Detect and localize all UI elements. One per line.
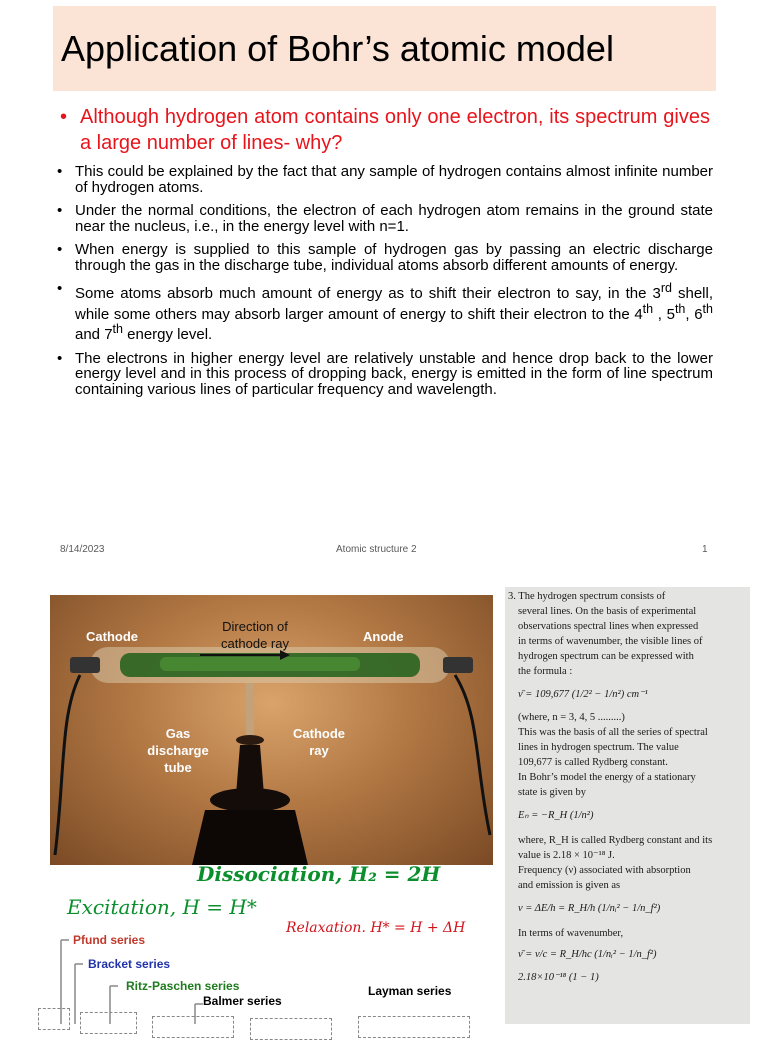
scan-line: and emission is given as <box>518 880 621 891</box>
dashed-box <box>152 1016 234 1038</box>
direction-label: Direction of cathode ray <box>221 619 289 651</box>
question-text: Although hydrogen atom contains only one electron, its spectrum gives a large number of lines- why? <box>80 106 710 154</box>
scan-line: This was the basis of all the series of spectral <box>518 727 708 738</box>
scan-line: observations spectral lines when expressed <box>518 621 699 632</box>
footer-center: Atomic structure 2 <box>336 544 417 555</box>
balmer-series-label: Balmer series <box>203 994 282 1008</box>
rydberg-formula: ν̄ = 109,677 (1/2² − 1/n²) cm⁻¹ <box>518 689 648 700</box>
scan-line: state is given by <box>518 787 586 798</box>
dashed-box <box>38 1008 70 1030</box>
anode-label: Anode <box>363 629 404 644</box>
scan-line: several lines. On the basis of experimental <box>518 606 697 617</box>
footer-date: 8/14/2023 <box>60 544 105 555</box>
pfund-series-label: Pfund series <box>73 933 146 947</box>
bullet-item: • This could be explained by the fact that any sample of hydrogen contains almost infinite number of hydrogen atoms. <box>57 163 713 196</box>
title-bar <box>53 6 716 91</box>
dashed-box <box>80 1012 137 1034</box>
scan-line: where, R_H is called Rydberg constant and its <box>518 835 713 846</box>
frequency-formula: ν = ΔE/h = R_H/h (1/nᵢ² − 1/n_f²) <box>518 903 661 914</box>
dashed-box <box>250 1018 332 1040</box>
excitation-equation: Excitation, H = H* <box>67 895 257 919</box>
scan-line: in terms of wavenumber, the visible lines of <box>518 636 703 647</box>
dashed-box <box>358 1016 470 1038</box>
scan-line: 109,677 is called Rydberg constant. <box>518 757 668 768</box>
scan-line: hydrogen spectrum can be expressed with <box>518 651 694 662</box>
scan-line: lines in hydrogen spectrum. The value <box>518 742 679 753</box>
scan-line: value is 2.18 × 10⁻¹⁸ J. <box>518 850 615 861</box>
layman-series-label: Layman series <box>368 984 452 998</box>
scan-line: Frequency (ν) associated with absorption <box>518 865 691 876</box>
scan-line: 3. The hydrogen spectrum consists of <box>508 591 666 602</box>
slide-title: Application of Bohr’s atomic model <box>61 28 614 69</box>
dissociation-equation: Dissociation, H₂ = 2H <box>197 862 441 886</box>
scan-line: (where, n = 3, 4, 5 .........) <box>518 712 625 723</box>
energy-formula: Eₙ = −R_H (1/n²) <box>518 810 594 821</box>
bullet-item: • The electrons in higher energy level are relatively unstable and hence drop back to the lower energy level and in this process of dropping back, energy is emitted in the form of line spectrum containing various lines of particular frequency and wavelength. <box>57 349 713 398</box>
wavenumber-formula: ν̄ = ν/c = R_H/hc (1/nᵢ² − 1/n_f²) <box>518 949 657 960</box>
scan-line: the formula : <box>518 666 573 677</box>
gas-discharge-tube-label: Gas discharge tube <box>147 726 209 775</box>
bullet-item: • When energy is supplied to this sample of hydrogen gas by passing an electric discharge through the gas in the discharge tube, individual atoms absorb different amounts of energy. <box>57 241 713 274</box>
bracket-series-label: Bracket series <box>88 957 171 971</box>
ritz-paschen-series-label: Ritz-Paschen series <box>126 979 240 993</box>
textbook-scan <box>505 587 750 1024</box>
scan-line: In Bohr’s model the energy of a stationary <box>518 772 696 783</box>
discharge-tube-photo <box>50 595 493 865</box>
bullet-item: • Under the normal conditions, the electron of each hydrogen atom remains in the ground state near the nucleus, i.e., in the energy level with n=1. <box>57 202 713 235</box>
footer-page: 1 <box>702 544 708 555</box>
cathode-label: Cathode <box>86 629 138 644</box>
question-bullet <box>60 104 710 156</box>
scan-line: In terms of wavenumber, <box>518 928 624 939</box>
partial-formula: 2.18×10⁻¹⁸ (1 − 1) <box>518 972 599 983</box>
cathode-ray-label: Cathode ray <box>293 726 345 758</box>
relaxation-equation: Relaxation. H* = H + ΔH <box>286 920 466 936</box>
bullet-item: • Some atoms absorb much amount of energy as to shift their electron to say, in the 3rd shell, while some others may absorb larger amount of energy to shift their electron to the 4th , 5th, 6th and 7th energy level. <box>57 280 714 343</box>
bullet-dot: • <box>60 106 68 128</box>
bullet-list <box>55 164 713 405</box>
